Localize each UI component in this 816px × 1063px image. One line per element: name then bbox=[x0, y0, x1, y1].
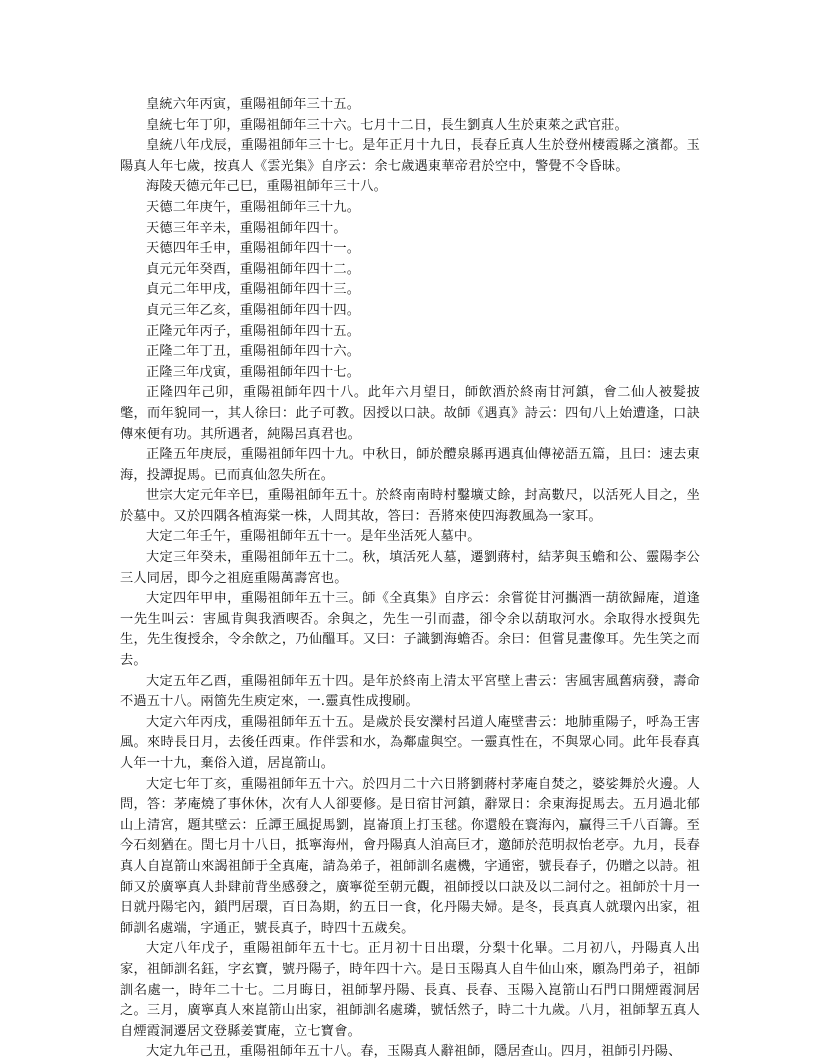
paragraph-20: 大定五年乙酉，重陽祖師年五十四。是年於終南上清太平宮壁上書云：害風害風舊病發，壽命不過五十八。兩箇先生庾定來，一.靈真性成搜刷。 bbox=[120, 673, 700, 710]
paragraph-12: 正隆二年丁丑，重陽祖師年四十六。 bbox=[146, 344, 361, 360]
paragraph-8: 貞元元年癸酉，重陽祖師年四十二。 bbox=[146, 261, 361, 277]
paragraph-7: 天德四年壬申，重陽祖師年四十一。 bbox=[146, 241, 361, 257]
paragraph-24: 大定九年己丑，重陽祖師年五十八。春，玉陽真人辭祖師，隱居查山。四月，祖師引丹陽、 bbox=[146, 1044, 682, 1060]
paragraph-3: 皇統八年戊辰，重陽祖師年三十七。是年正月十九日，長春丘真人生於登州棲霞縣之濱都。玉陽真人年七歲，按真人《雲光集》自序云：余七歲遇東華帝君於空中，警覺不令昏昧。 bbox=[120, 138, 700, 174]
paragraph-1: 皇統六年丙寅，重陽祖師年三十五。 bbox=[146, 97, 361, 112]
paragraph-15: 正隆五年庚辰，重陽祖師年四十九。中秋日，師於醴泉縣再遇真仙傳祕語五篇，且曰：速去東海，投譚捉馬。已而真仙忽失所在。 bbox=[120, 447, 700, 483]
paragraph-17: 大定二年壬午，重陽祖師年五十一。是年坐活死人墓中。 bbox=[146, 529, 481, 545]
document-page bbox=[120, 95, 700, 1063]
paragraph-6: 天德三年辛未，重陽祖師年四十。 bbox=[146, 220, 347, 236]
paragraph-18: 大定三年癸未，重陽祖師年五十二。秋，填活死人墓，遷劉蔣村，結茅與玉蟾和公、靈陽李公三人同居，即今之祖庭重陽萬壽宮也。 bbox=[120, 550, 700, 586]
paragraph-9: 貞元二年甲戌，重陽祖師年四十三。 bbox=[146, 282, 361, 298]
paragraph-4: 海陵天德元年己巳，重陽祖師年三十八。 bbox=[146, 179, 387, 195]
paragraph-23: 大定八年戊子，重陽祖師年五十七。正月初十日出環，分梨十化畢。二月初八，丹陽真人出家，祖師訓名鈺，字玄寶，號丹陽子，時年四十六。是日玉陽真人自牛仙山來，願為門弟子，祖師訓名處一，時年二十七。二月晦日，祖師挈丹陽、長真、長春、玉陽入崑箭山石門口開煙霞洞居之。三月，廣寧真人來崑箭山出家，祖師訓名處璘，號恬然子，時二十九歲。八月，祖師挈五真人自煙霞洞遷居文登縣姜實庵，立七寶會。 bbox=[120, 941, 700, 1039]
paragraph-22: 大定七年丁亥，重陽祖師年五十六。於四月二十六日將劉蔣村茅庵自焚之，婆娑舞於火邊。人問，答：茅庵燒了事休休，次有人人卻要修。是日宿甘河鎮，辭眾日：余東海捉馬去。五月過北郁山上清宮，題其壁云：丘譚王風捉馬劉，崑崙頂上打玉毬。你還般在寰海內，贏得三千八百籌。至今石刻猶在。閏七月十八日，抵寧海州，會丹陽真人洎高巨才，邀師於范明叔怡老亭。九月，長春真人自崑箭山來謁祖師于全真庵，請為弟子，祖師訓名處機，字通密，號長春子，仍贈之以詩。祖師又於廣寧真人卦肆前背坐感發之，廣寧從至朝元觀，祖師授以口訣及以二詞付之。祖師於十月一日就丹陽宅內，鎖門居環，百日為期，約五日一食，化丹陽夫婦。是冬，長真真人就環內出家，祖師訓名處端，字通正，號長真子，時四十五歲矣。 bbox=[120, 776, 700, 936]
paragraph-14: 正隆四年己卯，重陽祖師年四十八。此年六月望日，師飲酒於終南甘河鎮，會二仙人被髮披氅，而年貌同一，其人徐曰：此子可教。因授以口訣。故師《遇真》詩云：四旬八上始遭逢，口訣傳來便有功。其所遇者，純陽呂真君也。 bbox=[120, 385, 700, 442]
paragraph-13: 正隆三年戊寅，重陽祖師年四十七。 bbox=[146, 364, 361, 380]
paragraph-21: 大定六年丙戌，重陽祖師年五十五。是歲於長安灤村呂道人庵壁書云：地肺重陽子，呼為王害風。來時長日月，去後任西東。作伴雲和水，為鄰虛與空。一靈真性在，不與眾心同。此年長春真人年一十九，棄俗入道，居崑箭山。 bbox=[120, 714, 700, 771]
paragraph-10: 貞元三年乙亥，重陽祖師年四十四。 bbox=[146, 302, 361, 318]
paragraph-16: 世宗大定元年辛巳，重陽祖師年五十。於終南南時村鑿壙丈餘，封高數尺，以活死人目之，坐於墓中。又於四隅各植海棠一株，人問其故，答曰：吾將來使四海教風為一家耳。 bbox=[120, 488, 700, 524]
paragraph-5: 天德二年庚午，重陽祖師年三十九。 bbox=[146, 199, 361, 215]
paragraph-2: 皇統七年丁卯，重陽祖師年三十六。七月十二日，長生劉真人生於東萊之武官莊。 bbox=[146, 117, 628, 133]
paragraph-11: 正隆元年丙子，重陽祖師年四十五。 bbox=[146, 323, 361, 339]
paragraph-19: 大定四年甲申，重陽祖師年五十三。師《全真集》自序云：余嘗從甘河攜酒一葫欲歸庵，道逢一先生叫云：害風肯與我酒喫否。余與之，先生一引而盡，卻令余以葫取河水。余取得水授與先生，先生復授余，令余飲之，乃仙醞耳。又曰：子識劉海蟾否。余曰：但嘗見畫像耳。先生笑之而去。 bbox=[120, 591, 700, 669]
